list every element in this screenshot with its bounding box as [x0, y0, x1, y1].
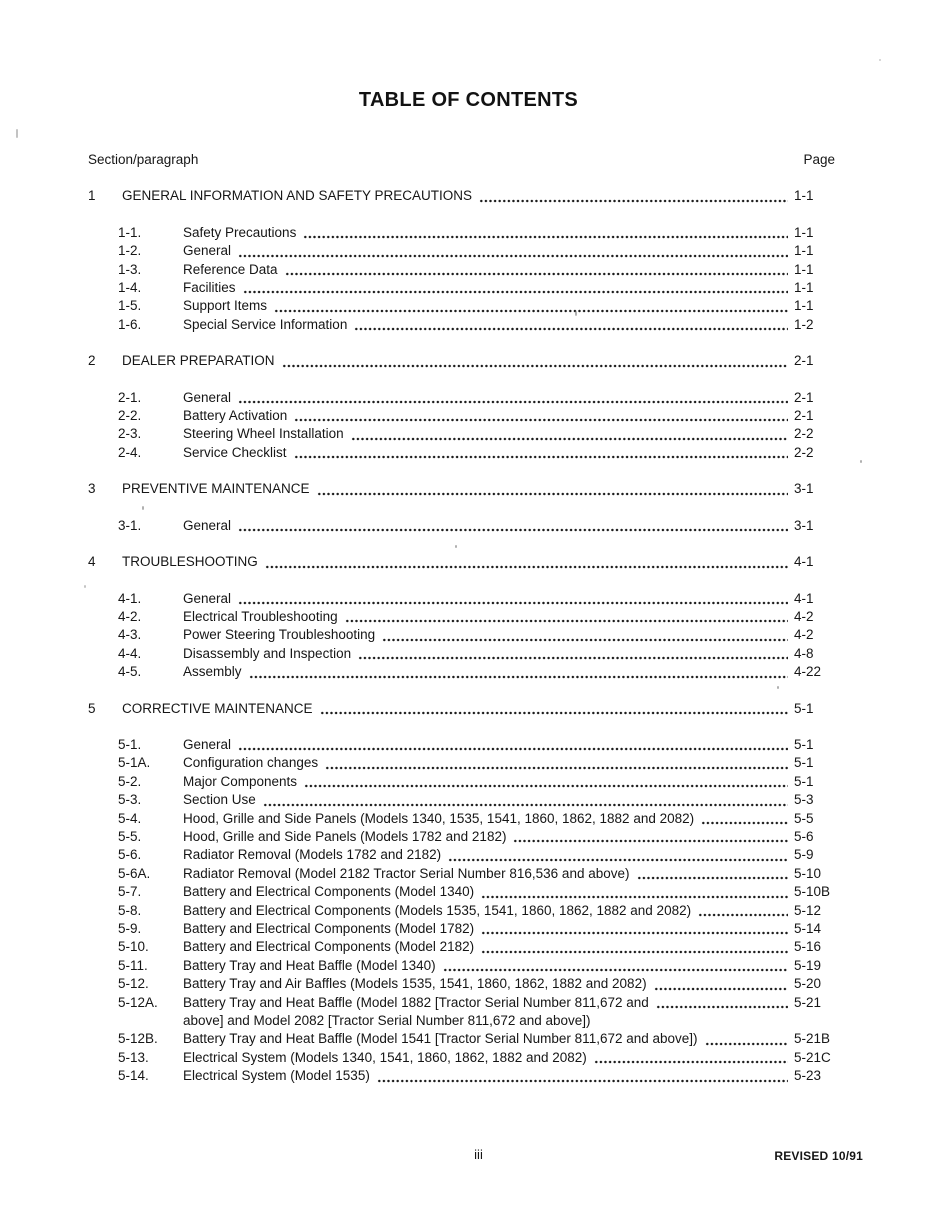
entry-page: 4-22: [794, 664, 822, 680]
toc-entry-row: [88, 865, 840, 883]
toc-section: [88, 700, 840, 1086]
entry-title: Service Checklist: [183, 444, 287, 460]
dot-leader: [701, 821, 788, 825]
dot-leader: [303, 235, 788, 239]
entry-page: 5-12: [794, 902, 822, 918]
entry-title: Electrical System (Models 1340, 1541, 1860, 1862, 1882 and 2082): [183, 1049, 587, 1065]
toc-entry-row: [88, 975, 840, 993]
dot-leader: [705, 1042, 788, 1046]
entry-number: 5-6A.: [118, 865, 151, 881]
toc-entry-row: [88, 590, 840, 608]
dot-leader: [320, 711, 788, 715]
section-number: 3: [88, 481, 96, 497]
toc-entry-row: [88, 663, 840, 681]
entry-number: 5-6.: [118, 847, 142, 863]
toc-section-heading-row: [88, 480, 840, 498]
toc-entry-row: [88, 736, 840, 754]
dot-leader: [448, 858, 788, 862]
entry-page: 5-21: [794, 994, 822, 1010]
entry-page: 5-1: [794, 736, 814, 752]
dot-leader: [294, 418, 788, 422]
entry-number: 1-5.: [118, 298, 142, 314]
entry-page: 2-2: [794, 426, 814, 442]
entry-number: 1-2.: [118, 243, 142, 259]
entry-title: General: [183, 517, 232, 533]
entry-title: Electrical System (Model 1535): [183, 1068, 370, 1084]
toc-entries: [88, 736, 840, 1086]
entry-title: General: [183, 736, 232, 752]
entry-page: 5-10: [794, 865, 822, 881]
section-title: PREVENTIVE MAINTENANCE: [122, 481, 310, 497]
dot-leader: [265, 565, 788, 569]
entry-page: 2-2: [794, 444, 814, 460]
section-page: 1-1: [794, 188, 814, 204]
entry-number: 5-12.: [118, 976, 149, 992]
toc-entries: [88, 224, 840, 334]
section-number: 2: [88, 353, 96, 369]
dot-leader: [294, 455, 788, 459]
dot-leader: [345, 619, 788, 623]
entry-number: 5-12A.: [118, 994, 158, 1010]
section-page: 2-1: [794, 353, 814, 369]
entry-page: 5-21C: [794, 1049, 831, 1065]
entry-title: Reference Data: [183, 261, 278, 277]
dot-leader: [243, 290, 788, 294]
dot-leader: [351, 437, 788, 441]
dot-leader: [285, 272, 788, 276]
entry-number: 4-4.: [118, 645, 142, 661]
toc-entry-row: [88, 754, 840, 772]
entry-number: 4-2.: [118, 608, 142, 624]
entry-page: 5-6: [794, 828, 814, 844]
section-title: CORRECTIVE MAINTENANCE: [122, 700, 313, 716]
toc-entry-row: [88, 902, 840, 920]
column-header-section: Section/paragraph: [88, 152, 199, 167]
section-page: 4-1: [794, 554, 814, 570]
entry-page: 4-1: [794, 590, 814, 606]
scan-artifact: [16, 129, 18, 138]
entry-title: General: [183, 389, 232, 405]
entry-page: 5-20: [794, 976, 822, 992]
entry-number: 1-4.: [118, 280, 142, 296]
entry-number: 5-7.: [118, 884, 142, 900]
dot-leader: [382, 638, 788, 642]
revision-note: REVISED 10/91: [774, 1149, 863, 1163]
entry-page: 5-5: [794, 810, 814, 826]
entry-title: Hood, Grille and Side Panels (Models 1340, 1535, 1541, 1860, 1862, 1882 and 2082): [183, 810, 695, 826]
section-page: 3-1: [794, 481, 814, 497]
entry-number: 2-4.: [118, 444, 142, 460]
scan-artifact: [777, 686, 779, 689]
toc-entry-row: [88, 279, 840, 297]
toc-entry-row: [88, 407, 840, 425]
toc-entry-row: [88, 1067, 840, 1085]
entry-title: Battery Activation: [183, 408, 288, 424]
entry-page: 5-3: [794, 792, 814, 808]
toc-entry-row: [88, 920, 840, 938]
dot-leader: [238, 601, 788, 605]
dot-leader: [637, 876, 789, 880]
scan-artifact: [879, 59, 881, 61]
entry-title: Steering Wheel Installation: [183, 426, 344, 442]
toc-entry-row: [88, 626, 840, 644]
entry-title: Battery Tray and Heat Baffle (Model 1882 [Tractor Serial Number 811,672 and: [183, 994, 649, 1010]
entry-page: 1-1: [794, 224, 814, 240]
scan-artifact: [455, 545, 457, 548]
scan-artifact: [575, 311, 577, 316]
toc-section-heading-row: [88, 187, 840, 205]
entry-number: 5-11.: [118, 957, 148, 973]
dot-leader: [263, 803, 788, 807]
scan-artifact: [860, 460, 862, 463]
toc-entry-row: [88, 957, 840, 975]
entry-title: Safety Precautions: [183, 224, 297, 240]
toc-entry-row: [88, 242, 840, 260]
toc-entry-row: [88, 773, 840, 791]
section-title: DEALER PREPARATION: [122, 353, 275, 369]
entry-page: 5-14: [794, 921, 822, 936]
dot-leader: [656, 1005, 788, 1009]
entry-page: 2-1: [794, 408, 814, 424]
toc-entries: [88, 389, 840, 463]
toc-section-heading-row: [88, 553, 840, 571]
entry-page: 4-2: [794, 608, 814, 624]
entry-title: Battery and Electrical Components (Model 1782): [183, 921, 475, 936]
scan-artifact: [84, 585, 86, 588]
entry-title: Power Steering Troubleshooting: [183, 627, 376, 643]
folio-page-number: iii: [474, 1147, 483, 1162]
entry-title: Facilities: [183, 280, 236, 296]
dot-leader: [377, 1079, 788, 1083]
dot-leader: [238, 254, 788, 258]
toc-entry-row: [88, 1030, 840, 1048]
dot-leader: [282, 364, 788, 368]
toc-entry-row: [88, 425, 840, 443]
entry-number: 5-3.: [118, 792, 142, 808]
dot-leader: [325, 766, 788, 770]
dot-leader: [274, 309, 788, 313]
dot-leader: [513, 839, 788, 843]
toc-entry-row: [88, 938, 840, 956]
entry-page: 1-1: [794, 261, 814, 277]
toc-section: [88, 553, 840, 681]
toc-entries: [88, 517, 840, 535]
entry-title: General: [183, 590, 232, 606]
entry-number: 1-3.: [118, 261, 142, 277]
toc-content: [88, 151, 840, 1086]
entry-number: 1-6.: [118, 316, 142, 332]
entry-page: 5-21B: [794, 1031, 831, 1047]
entry-title: Radiator Removal (Model 2182 Tractor Serial Number 816,536 and above): [183, 865, 630, 881]
toc-entry-row: [88, 810, 840, 828]
entry-number: 4-3.: [118, 627, 142, 643]
entry-number: 4-5.: [118, 664, 142, 680]
toc-section: [88, 352, 840, 462]
entry-page: 5-1: [794, 773, 814, 789]
entry-number: 5-5.: [118, 828, 142, 844]
toc-entry-row: [88, 828, 840, 846]
page-title: TABLE OF CONTENTS: [358, 89, 579, 111]
dot-leader: [698, 913, 788, 917]
dot-leader: [249, 675, 788, 679]
entry-number: 5-1.: [118, 736, 142, 752]
entry-title: Disassembly and Inspection: [183, 645, 352, 661]
toc-entry-row: [88, 389, 840, 407]
dot-leader: [317, 492, 788, 496]
entry-page: 1-1: [794, 280, 814, 296]
entry-number: 5-13.: [118, 1049, 149, 1065]
entry-page: 1-2: [794, 316, 814, 332]
entry-number: 1-1.: [118, 224, 142, 240]
entry-page: 4-8: [794, 645, 814, 661]
dot-leader: [654, 987, 788, 991]
entry-title: Battery and Electrical Components (Model 1340): [183, 884, 475, 900]
entry-page: 4-2: [794, 627, 814, 643]
entry-title: Configuration changes: [183, 755, 319, 771]
section-title: TROUBLESHOOTING: [122, 554, 258, 570]
entry-page: 5-19: [794, 957, 822, 973]
toc-entry-row: [88, 1049, 840, 1067]
dot-leader: [481, 950, 788, 954]
entry-title-continued: above] and Model 2082 [Tractor Serial Number 811,672 and above]): [183, 1013, 591, 1029]
toc-entry-row: [88, 444, 840, 462]
entry-number: 5-2.: [118, 773, 142, 789]
toc-section: [88, 187, 840, 334]
toc-entry-row: [88, 791, 840, 809]
entry-number: 2-3.: [118, 426, 142, 442]
toc-entry-row: [88, 261, 840, 279]
entry-page: 3-1: [794, 517, 814, 533]
dot-leader: [443, 968, 788, 972]
entry-page: 1-1: [794, 243, 814, 259]
entry-number: 2-1.: [118, 389, 142, 405]
toc-entry-row: [88, 846, 840, 864]
entry-number: 5-12B.: [118, 1031, 158, 1047]
toc-entries: [88, 590, 840, 682]
toc: [88, 187, 840, 1085]
entry-title: Special Service Information: [183, 316, 348, 332]
entry-title: Battery Tray and Air Baffles (Models 1535, 1541, 1860, 1862, 1882 and 2082): [183, 976, 647, 992]
dot-leader: [479, 199, 788, 203]
entry-title: Battery and Electrical Components (Model 2182): [183, 939, 475, 955]
entry-title: Assembly: [183, 664, 242, 680]
section-page: 5-1: [794, 700, 814, 716]
column-header-page: Page: [803, 152, 835, 167]
entry-page: 5-10B: [794, 884, 831, 900]
toc-entry-row: [88, 517, 840, 535]
entry-number: 5-8.: [118, 902, 142, 918]
entry-title: Support Items: [183, 298, 268, 314]
entry-number: 5-4.: [118, 810, 142, 826]
entry-page: 2-1: [794, 389, 814, 405]
toc-entry-continuation-row: [88, 1012, 840, 1030]
entry-title: Radiator Removal (Models 1782 and 2182): [183, 847, 442, 863]
toc-entry-row: [88, 608, 840, 626]
dot-leader: [238, 528, 788, 532]
section-number: 4: [88, 554, 96, 570]
entry-page: 5-23: [794, 1068, 822, 1084]
column-header-row: [88, 151, 840, 169]
toc-section-heading-row: [88, 700, 840, 718]
toc-entry-row: [88, 224, 840, 242]
entry-number: 5-10.: [118, 939, 149, 955]
dot-leader: [481, 931, 788, 935]
toc-section-heading-row: [88, 352, 840, 370]
page-footer: [0, 1146, 937, 1166]
entry-title: Electrical Troubleshooting: [183, 608, 338, 624]
entry-page: 1-1: [794, 298, 814, 314]
entry-page: 5-16: [794, 939, 822, 955]
section-number: 5: [88, 700, 96, 716]
toc-entry-row: [88, 316, 840, 334]
section-number: 1: [88, 188, 96, 204]
dot-leader: [594, 1060, 788, 1064]
entry-number: 3-1.: [118, 517, 142, 533]
dot-leader: [358, 656, 788, 660]
entry-title: Major Components: [183, 773, 298, 789]
entry-number: 5-9.: [118, 921, 142, 936]
dot-leader: [304, 784, 788, 788]
entry-page: 5-9: [794, 847, 814, 863]
entry-title: General: [183, 243, 232, 259]
toc-entry-row: [88, 994, 840, 1012]
toc-entry-row: [88, 297, 840, 315]
dot-leader: [354, 327, 788, 331]
entry-title: Battery Tray and Heat Baffle (Model 1541 [Tractor Serial Number 811,672 and above]): [183, 1031, 698, 1047]
entry-title: Section Use: [183, 792, 256, 808]
section-title: GENERAL INFORMATION AND SAFETY PRECAUTIONS: [122, 188, 473, 204]
entry-title: Hood, Grille and Side Panels (Models 1782 and 2182): [183, 828, 507, 844]
entry-number: 5-14.: [118, 1068, 149, 1084]
entry-title: Battery and Electrical Components (Models 1535, 1541, 1860, 1862, 1882 and 2082): [183, 902, 692, 918]
entry-number: 4-1.: [118, 590, 142, 606]
toc-entry-row: [88, 883, 840, 901]
dot-leader: [481, 895, 788, 899]
entry-page: 5-1: [794, 755, 814, 771]
entry-number: 2-2.: [118, 408, 142, 424]
scan-artifact: [142, 506, 144, 510]
dot-leader: [238, 747, 788, 751]
dot-leader: [238, 400, 788, 404]
toc-section: [88, 480, 840, 535]
toc-entry-row: [88, 645, 840, 663]
entry-number: 5-1A.: [118, 755, 151, 771]
entry-title: Battery Tray and Heat Baffle (Model 1340): [183, 957, 436, 973]
